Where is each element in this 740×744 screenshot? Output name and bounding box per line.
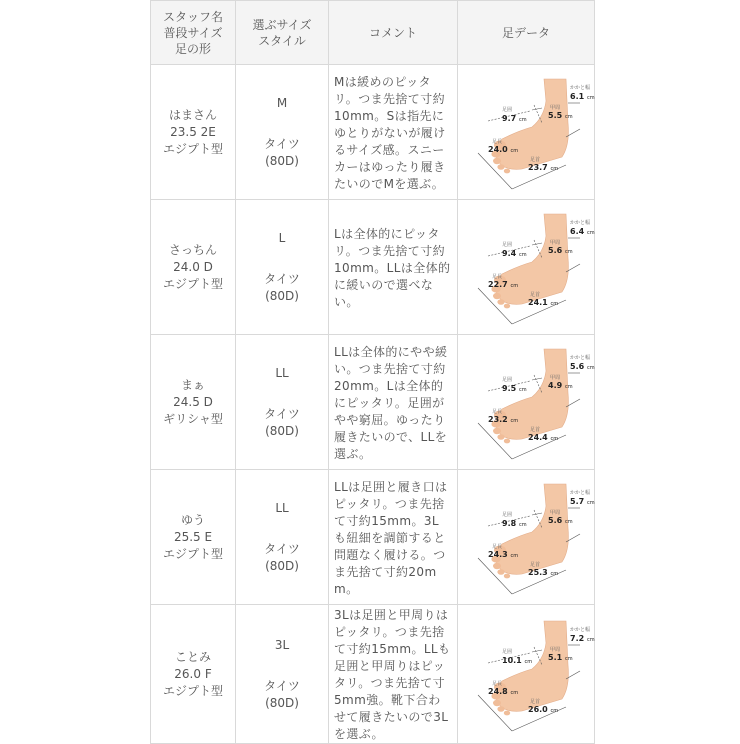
instep-value: 5.6 cm xyxy=(548,516,573,525)
measure-line xyxy=(532,513,542,515)
toe-shape xyxy=(497,434,504,440)
measure-line xyxy=(532,650,542,652)
foot-diagram xyxy=(458,335,594,469)
toe-shape xyxy=(493,563,501,569)
style-name: タイツ xyxy=(264,541,300,556)
toe-shape xyxy=(493,158,501,164)
width-value: 9.7 cm xyxy=(502,114,527,123)
table-row xyxy=(151,65,595,200)
denier: (80D) xyxy=(265,288,299,303)
measure-line xyxy=(532,378,542,380)
foot-diagram xyxy=(458,607,594,741)
toe-shape xyxy=(493,293,501,299)
comment-text: Mは緩めのピッタリ。つま先捨て寸約10mm。Sは指先にゆとりがないが履けるサイズ感。スニーカーはゆったり履きたいのでMを選ぶ。 xyxy=(334,74,446,191)
instep-value: 5.6 cm xyxy=(548,246,573,255)
chosen-size: LL xyxy=(275,365,289,380)
comment-cell xyxy=(329,200,458,335)
staff-cell xyxy=(151,470,236,605)
staff-cell xyxy=(151,605,236,744)
comment-text: LLは全体的にやや緩い。つま先捨て寸約20mm。Lは全体的にピッタリ。足囲がやや窮屈。ゆったり履きたいので、LLを選ぶ。 xyxy=(334,344,448,461)
denier: (80D) xyxy=(265,695,299,710)
chosen-size: M xyxy=(276,95,288,110)
toe-shape xyxy=(493,700,501,706)
length-value: 23.7 cm xyxy=(528,163,559,172)
usual-size: 26.0 F xyxy=(174,666,212,681)
size-cell xyxy=(236,470,329,605)
length-value: 26.0 cm xyxy=(528,705,559,714)
length-label: 足首 xyxy=(530,157,541,163)
foot-diagram xyxy=(458,470,594,604)
ball-value: 24.3 cm xyxy=(488,550,519,559)
denier: (80D) xyxy=(265,558,299,573)
size-cell xyxy=(236,65,329,200)
instep-value: 4.9 cm xyxy=(548,381,573,390)
width-label: 足囲 xyxy=(502,512,513,518)
heel-label: かかと幅 xyxy=(570,490,591,496)
denier: (80D) xyxy=(265,423,299,438)
foot-data-cell xyxy=(458,65,595,200)
length-label: 足首 xyxy=(530,562,541,568)
toe-shape xyxy=(497,569,504,575)
staff-name: ことみ xyxy=(174,649,211,664)
width-value: 9.5 cm xyxy=(502,384,527,393)
foot-shape: エジプト型 xyxy=(162,683,223,698)
header-size-line: スタイル xyxy=(258,33,306,48)
chosen-size: L xyxy=(278,230,286,245)
usual-size: 24.5 D xyxy=(173,394,213,409)
toe-shape xyxy=(504,169,510,174)
length-label: 足首 xyxy=(530,427,541,433)
table-row xyxy=(151,470,595,605)
usual-size: 25.5 E xyxy=(173,529,213,544)
foot-diagram xyxy=(458,65,594,199)
header-staff xyxy=(151,1,236,65)
header-staff-line: 足の形 xyxy=(174,41,211,56)
ball-label: 足長 xyxy=(492,274,503,280)
staff-name: さっちん xyxy=(168,242,217,257)
width-label: 足囲 xyxy=(502,377,513,383)
ball-value: 23.2 cm xyxy=(488,415,519,424)
staff-cell xyxy=(151,200,236,335)
table-row xyxy=(151,200,595,335)
instep-label: 甲周 xyxy=(550,240,561,246)
comment-text: LLは足囲と履き口はピッタリ。つま先捨て寸約15mm。3Lも紐細を調節すると問題なく履ける。つま先捨て寸約20mm。 xyxy=(334,479,448,596)
staff-cell xyxy=(151,335,236,470)
foot-diagram xyxy=(458,200,594,334)
toe-shape xyxy=(504,439,510,444)
foot-shape: ギリシャ型 xyxy=(163,411,223,426)
foot-shape: エジプト型 xyxy=(162,141,223,156)
usual-size: 24.0 D xyxy=(173,259,213,274)
measure-line xyxy=(532,108,542,110)
toe-shape xyxy=(493,428,501,434)
ball-label: 足長 xyxy=(492,681,503,687)
style-name: タイツ xyxy=(264,678,300,693)
style-name: タイツ xyxy=(264,271,300,286)
header-staff-line: スタッフ名 xyxy=(162,9,223,24)
style-name: タイツ xyxy=(264,406,300,421)
width-label: 足囲 xyxy=(502,107,513,113)
heel-label: かかと幅 xyxy=(570,355,591,361)
denier: (80D) xyxy=(265,153,299,168)
ball-value: 24.0 cm xyxy=(488,145,519,154)
instep-label: 甲周 xyxy=(550,510,561,516)
instep-value: 5.5 cm xyxy=(548,111,573,120)
ball-value: 24.8 cm xyxy=(488,687,519,696)
width-value: 9.8 cm xyxy=(502,519,527,528)
width-value: 10.1 cm xyxy=(502,656,533,665)
comment-cell xyxy=(329,335,458,470)
ball-label: 足長 xyxy=(492,544,503,550)
foot-shape: エジプト型 xyxy=(162,546,223,561)
width-value: 9.4 cm xyxy=(502,249,527,258)
toe-shape xyxy=(504,304,510,309)
width-label: 足囲 xyxy=(502,242,513,248)
heel-value: 5.6 cm xyxy=(570,362,595,371)
chosen-size: LL xyxy=(275,500,289,515)
heel-value: 6.4 cm xyxy=(570,227,595,236)
heel-value: 7.2 cm xyxy=(570,634,595,643)
size-cell xyxy=(236,605,329,744)
table-header-row xyxy=(151,1,595,65)
length-value: 25.3 cm xyxy=(528,568,559,577)
comment-cell xyxy=(329,65,458,200)
header-size-line: 選ぶサイズ xyxy=(252,17,312,32)
header-foot-data: 足データ xyxy=(458,1,595,65)
usual-size: 23.5 2E xyxy=(170,124,216,139)
comment-cell xyxy=(329,470,458,605)
ball-label: 足長 xyxy=(492,409,503,415)
toe-shape xyxy=(497,706,504,712)
instep-label: 甲周 xyxy=(550,375,561,381)
instep-value: 5.1 cm xyxy=(548,653,573,662)
length-label: 足首 xyxy=(530,292,541,298)
comment-cell xyxy=(329,605,458,744)
staff-name: まぁ xyxy=(180,377,205,392)
heel-label: かかと幅 xyxy=(570,627,591,633)
measure-line xyxy=(532,243,542,245)
instep-label: 甲周 xyxy=(550,647,561,653)
width-label: 足囲 xyxy=(502,649,513,655)
chosen-size: 3L xyxy=(274,637,290,652)
staff-name: ゆう xyxy=(180,512,205,527)
header-comment: コメント xyxy=(329,1,458,65)
foot-data-cell xyxy=(458,605,595,744)
foot-data-cell xyxy=(458,335,595,470)
comment-text: Lは全体的にピッタリ。つま先捨て寸約10mm。LLは全体的に緩いので選べない。 xyxy=(334,226,451,309)
staff-cell xyxy=(151,65,236,200)
size-cell xyxy=(236,200,329,335)
heel-value: 6.1 cm xyxy=(570,92,595,101)
size-cell xyxy=(236,335,329,470)
style-name: タイツ xyxy=(264,136,300,151)
instep-label: 甲周 xyxy=(550,105,561,111)
length-value: 24.4 cm xyxy=(528,433,559,442)
heel-value: 5.7 cm xyxy=(570,497,595,506)
table-row xyxy=(151,605,595,744)
foot-shape: エジプト型 xyxy=(162,276,223,291)
foot-data-cell xyxy=(458,200,595,335)
ball-label: 足長 xyxy=(492,139,503,145)
toe-shape xyxy=(497,164,504,170)
toe-shape xyxy=(504,711,510,716)
heel-label: かかと幅 xyxy=(570,85,591,91)
foot-data-cell xyxy=(458,470,595,605)
length-value: 24.1 cm xyxy=(528,298,559,307)
header-staff-line: 普段サイズ xyxy=(163,25,223,40)
table-row xyxy=(151,335,595,470)
heel-label: かかと幅 xyxy=(570,220,591,226)
staff-name: はまさん xyxy=(168,107,217,122)
ball-value: 22.7 cm xyxy=(488,280,519,289)
staff-size-table xyxy=(150,0,595,744)
header-size xyxy=(236,1,329,65)
toe-shape xyxy=(504,574,510,579)
toe-shape xyxy=(497,299,504,305)
length-label: 足首 xyxy=(530,699,541,705)
comment-text: 3Lは足囲と甲周りはピッタリ。つま先捨て寸約15mm。LLも足囲と甲周りはピッタリ。つま先捨て寸5mm強。靴下合わせて履きたいので3Lを選ぶ。 xyxy=(334,608,451,741)
